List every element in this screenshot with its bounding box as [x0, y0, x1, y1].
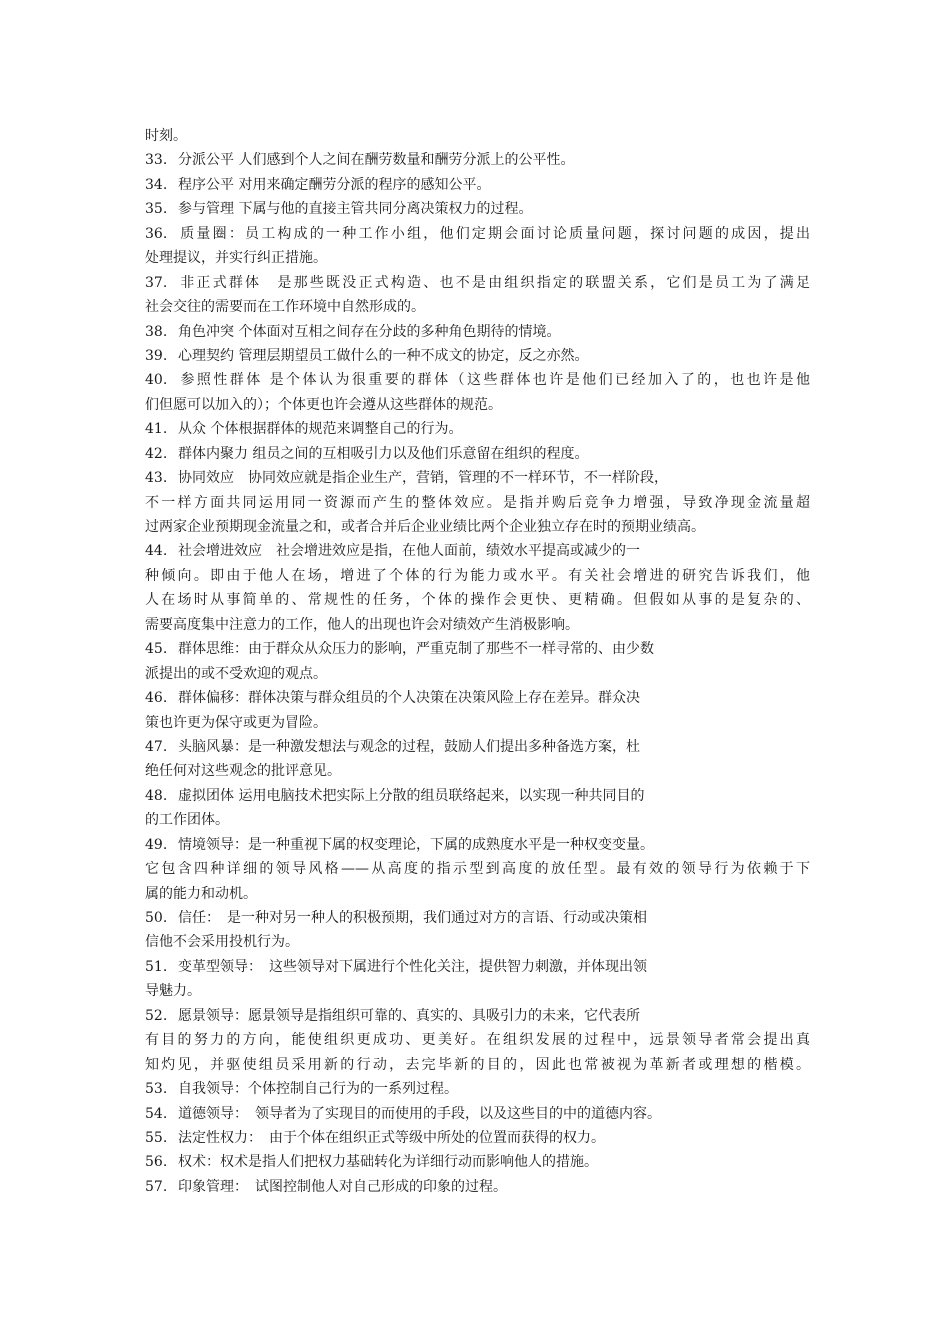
line-text: 不一样方面共同运用同一资源而产生的整体效应。是指并购后竞争力增强，导致净现金流量超: [145, 494, 810, 511]
line-text: 程序公平 对用来确定酬劳分派的程序的感知公平。: [178, 176, 491, 193]
line-text: 角色冲突 个体面对互相之间存在分歧的多种角色期待的情境。: [178, 323, 561, 340]
text-line: [145, 393, 810, 417]
line-text: 虚拟团体 运用电脑技术把实际上分散的组员联络起来，以实现一种共同目的: [178, 787, 645, 804]
text-line: [145, 759, 810, 783]
text-line: [145, 588, 810, 612]
line-text: 信任： 是一种对另一种人的积极预期，我们通过对方的言语、行动或决策相: [178, 910, 647, 926]
item-number: 40.: [145, 372, 168, 389]
line-text: 社会交往的需要而在工作环境中自然形成的。: [145, 299, 425, 316]
text-line: [145, 417, 810, 441]
text-line: [145, 1175, 810, 1199]
line-text: 导魅力。: [145, 983, 201, 1000]
item-number: 39.: [145, 347, 168, 364]
text-line: [145, 906, 810, 930]
line-text: 人在场时从事简单的、常规性的任务，个体的操作会更快、更精确。但假如从事的是复杂的、: [145, 592, 810, 609]
text-line: [145, 662, 810, 686]
text-line: [145, 491, 810, 515]
text-line: [145, 564, 810, 588]
text-line: [145, 442, 810, 466]
item-number: 51.: [145, 958, 168, 975]
text-line: [145, 1102, 810, 1126]
line-text: 策也许更为保守或更为冒险。: [145, 714, 327, 731]
line-text: 质量圈：员工构成的一种工作小组，他们定期会面讨论质量问题，探讨问题的成因，提出: [178, 225, 810, 242]
item-number: 37.: [145, 274, 168, 291]
line-text: 社会增进效应 社会增进效应是指，在他人面前，绩效水平提高或减少的一: [178, 543, 640, 560]
line-text: 过两家企业预期现金流量之和，或者合并后企业业绩比两个企业独立存在时的预期业绩高。: [145, 519, 705, 535]
text-line: [145, 295, 810, 319]
text-line: [145, 1053, 810, 1077]
item-number: 49.: [145, 836, 168, 853]
line-text: 从众 个体根据群体的规范来调整自己的行为。: [178, 421, 463, 438]
line-text: 自我领导：个体控制自己行为的一系列过程。: [178, 1081, 458, 1098]
text-line: [145, 1126, 810, 1150]
line-text: 参照性群体 是个体认为很重要的群体（这些群体也许是他们已经加入了的，也也许是他: [178, 372, 810, 389]
text-line: [145, 735, 810, 759]
item-number: 52.: [145, 1007, 168, 1024]
text-line: [145, 613, 810, 637]
line-text: 参与管理 下属与他的直接主管共同分离决策权力的过程。: [178, 201, 533, 218]
text-line: [145, 515, 810, 539]
line-text: 愿景领导：愿景领导是指组织可靠的、真实的、具吸引力的未来，它代表所: [178, 1007, 640, 1024]
line-text: 有目的努力的方向，能使组织更成功、更美好。在组织发展的过程中，远景领导者常会提出真: [145, 1032, 810, 1049]
item-number: 34.: [145, 176, 168, 193]
line-text: 它包含四种详细的领导风格——从高度的指示型到高度的放任型。最有效的领导行为依赖于下: [145, 861, 810, 878]
line-text: 需要高度集中注意力的工作，他人的出现也许会对绩效产生消极影响。: [145, 616, 579, 633]
item-number: 54.: [145, 1105, 168, 1122]
item-number: 33.: [145, 152, 168, 169]
line-text: 种倾向。即由于他人在场，增进了个体的行为能力或水平。有关社会增进的研究告诉我们，他: [145, 567, 810, 584]
item-number: 36.: [145, 225, 168, 242]
item-number: 42.: [145, 445, 168, 462]
item-number: 35.: [145, 201, 168, 218]
line-text: 情境领导：是一种重视下属的权变理论，下属的成熟度水平是一种权变变量。: [178, 836, 654, 853]
text-line: [145, 808, 810, 832]
line-text: 的工作团体。: [145, 812, 229, 829]
item-number: 48.: [145, 787, 168, 804]
item-number: 55.: [145, 1129, 168, 1146]
text-line: [145, 271, 810, 295]
line-text: 时刻。: [145, 128, 187, 144]
text-line: [145, 344, 810, 368]
text-line: [145, 833, 810, 857]
text-line: [145, 857, 810, 881]
line-text: 变革型领导： 这些领导对下属进行个性化关注，提供智力刺激，并体现出领: [178, 958, 647, 975]
text-line: [145, 539, 810, 563]
item-number: 44.: [145, 543, 168, 560]
text-line: [145, 711, 810, 735]
line-text: 心理契约 管理层期望员工做什么的一种不成文的协定，反之亦然。: [178, 347, 589, 364]
text-line: [145, 979, 810, 1003]
item-number: 57.: [145, 1178, 168, 1195]
line-text: 群体思维：由于群众从众压力的影响，严重克制了那些不一样寻常的、由少数: [178, 641, 654, 658]
line-text: 印象管理： 试图控制他人对自己形成的印象的过程。: [178, 1178, 507, 1195]
text-line: [145, 197, 810, 221]
item-number: 45.: [145, 641, 168, 658]
text-line: [145, 173, 810, 197]
text-line: [145, 368, 810, 392]
text-line: [145, 320, 810, 344]
line-text: 绝任何对这些观念的批评意见。: [145, 763, 341, 780]
text-line: [145, 784, 810, 808]
text-line: [145, 1077, 810, 1101]
line-text: 头脑风暴：是一种激发想法与观念的过程，鼓励人们提出多种备选方案，杜: [178, 738, 640, 755]
text-line: [145, 148, 810, 172]
item-number: 56.: [145, 1154, 168, 1171]
line-text: 处理提议，并实行纠正措施。: [145, 250, 327, 267]
text-line: [145, 222, 810, 246]
line-text: 道德领导： 领导者为了实现目的而使用的手段，以及这些目的中的道德内容。: [178, 1105, 661, 1122]
item-number: 50.: [145, 910, 168, 926]
text-line: [145, 1004, 810, 1028]
line-text: 知灼见，并驱使组员采用新的行动，去完毕新的目的，因此也常被视为革新者或理想的楷模。: [145, 1056, 810, 1073]
text-line: [145, 882, 810, 906]
item-number: 38.: [145, 323, 168, 340]
document-page: [145, 124, 810, 1199]
line-text: 派提出的或不受欢迎的观点。: [145, 665, 327, 682]
text-line: [145, 637, 810, 661]
line-text: 权术：权术是指人们把权力基础转化为详细行动而影响他人的措施。: [178, 1154, 598, 1171]
text-line: [145, 124, 810, 148]
text-line: [145, 930, 810, 954]
line-text: 协同效应 协同效应就是指企业生产，营销，管理的不一样环节，不一样阶段，: [178, 470, 668, 487]
text-line: [145, 1028, 810, 1052]
text-line: [145, 466, 810, 490]
line-text: 信他不会采用投机行为。: [145, 934, 299, 951]
line-text: 们但愿可以加入的）；个体更也许会遵从这些群体的规范。: [145, 396, 502, 413]
item-number: 43.: [145, 470, 168, 487]
line-text: 群体内聚力 组员之间的互相吸引力以及他们乐意留在组织的程度。: [178, 445, 589, 462]
text-line: [145, 686, 810, 710]
item-number: 46.: [145, 690, 168, 707]
line-text: 法定性权力： 由于个体在组织正式等级中所处的位置而获得的权力。: [178, 1129, 605, 1146]
line-text: 分派公平 人们感到个人之间在酬劳数量和酬劳分派上的公平性。: [178, 152, 575, 169]
line-text: 属的能力和动机。: [145, 885, 257, 902]
item-number: 41.: [145, 421, 168, 438]
item-number: 47.: [145, 738, 168, 755]
line-text: 群体偏移：群体决策与群众组员的个人决策在决策风险上存在差异。群众决: [178, 690, 640, 707]
item-number: 53.: [145, 1081, 168, 1098]
text-line: [145, 246, 810, 270]
text-line: [145, 955, 810, 979]
text-line: [145, 1150, 810, 1174]
line-text: 非正式群体 是那些既没正式构造、也不是由组织指定的联盟关系，它们是员工为了满足: [178, 274, 810, 291]
